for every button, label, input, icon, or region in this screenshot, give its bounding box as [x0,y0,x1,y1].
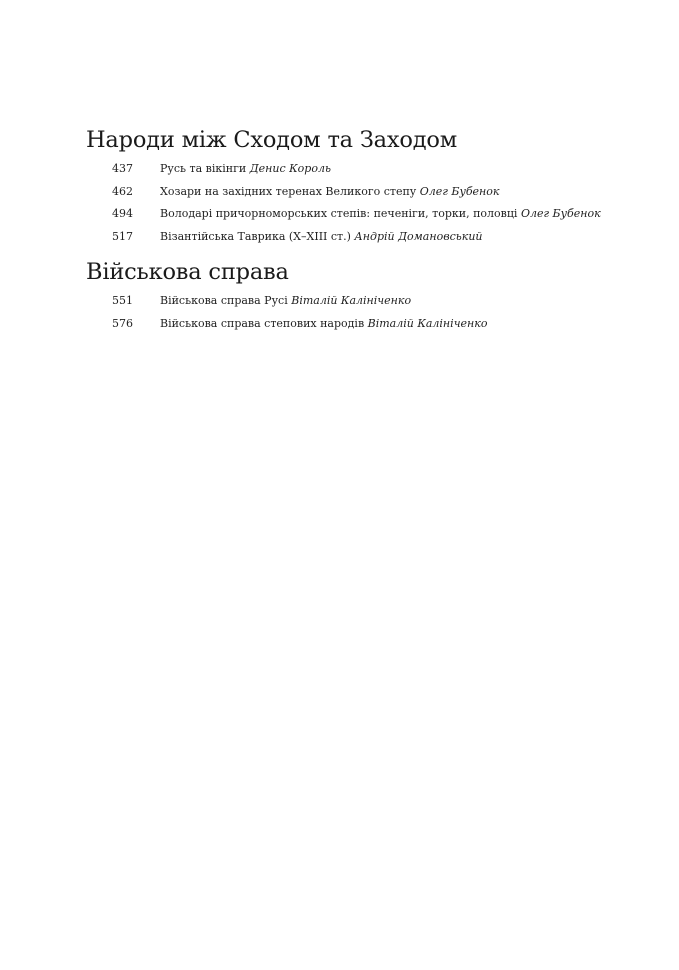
entry-page-number: 551 [112,294,133,307]
entry-author: Віталій Калініченко [367,316,488,330]
toc-section [86,258,646,335]
toc-entry[interactable] [86,226,646,249]
toc-entry[interactable] [86,290,646,313]
entry-page-number: 576 [112,316,133,330]
entry-text [160,226,483,249]
entry-page-number: 462 [112,184,133,198]
toc-entry[interactable] [86,158,646,181]
entry-title: Військова справа Русі [160,294,288,307]
entry-text [160,290,411,313]
toc-section [86,126,646,248]
entry-text [160,313,487,336]
entry-page-number: 494 [112,207,133,220]
entry-text [160,203,601,226]
toc-entry[interactable] [86,203,646,226]
section-title: Народи між Сходом та Заходом [86,127,458,153]
section-title: Військова справа [86,259,289,285]
entry-author: Андрій Домановський [354,229,483,243]
entry-author: Олег Бубенок [520,207,601,220]
entry-page-number: 437 [112,162,133,175]
toc-entry[interactable] [86,181,646,204]
entry-text [160,158,331,181]
entry-title: Русь та вікінги [160,162,247,175]
entry-author: Олег Бубенок [419,184,500,198]
entry-text [160,181,500,204]
entry-author: Віталій Калініченко [291,294,412,307]
entry-title: Військова справа степових народів [160,316,365,330]
entry-author: Денис Король [249,162,331,175]
entry-title: Володарі причорноморських степів: печеніги, торки, половці [160,207,518,220]
entry-list [86,158,646,248]
toc-entry[interactable] [86,313,646,336]
entry-title: Хозари на західних теренах Великого степу [160,184,417,198]
entry-list [86,290,646,335]
entry-page-number: 517 [112,229,133,243]
entry-title: Візантійська Таврика (Х–XIII ст.) [160,229,351,243]
